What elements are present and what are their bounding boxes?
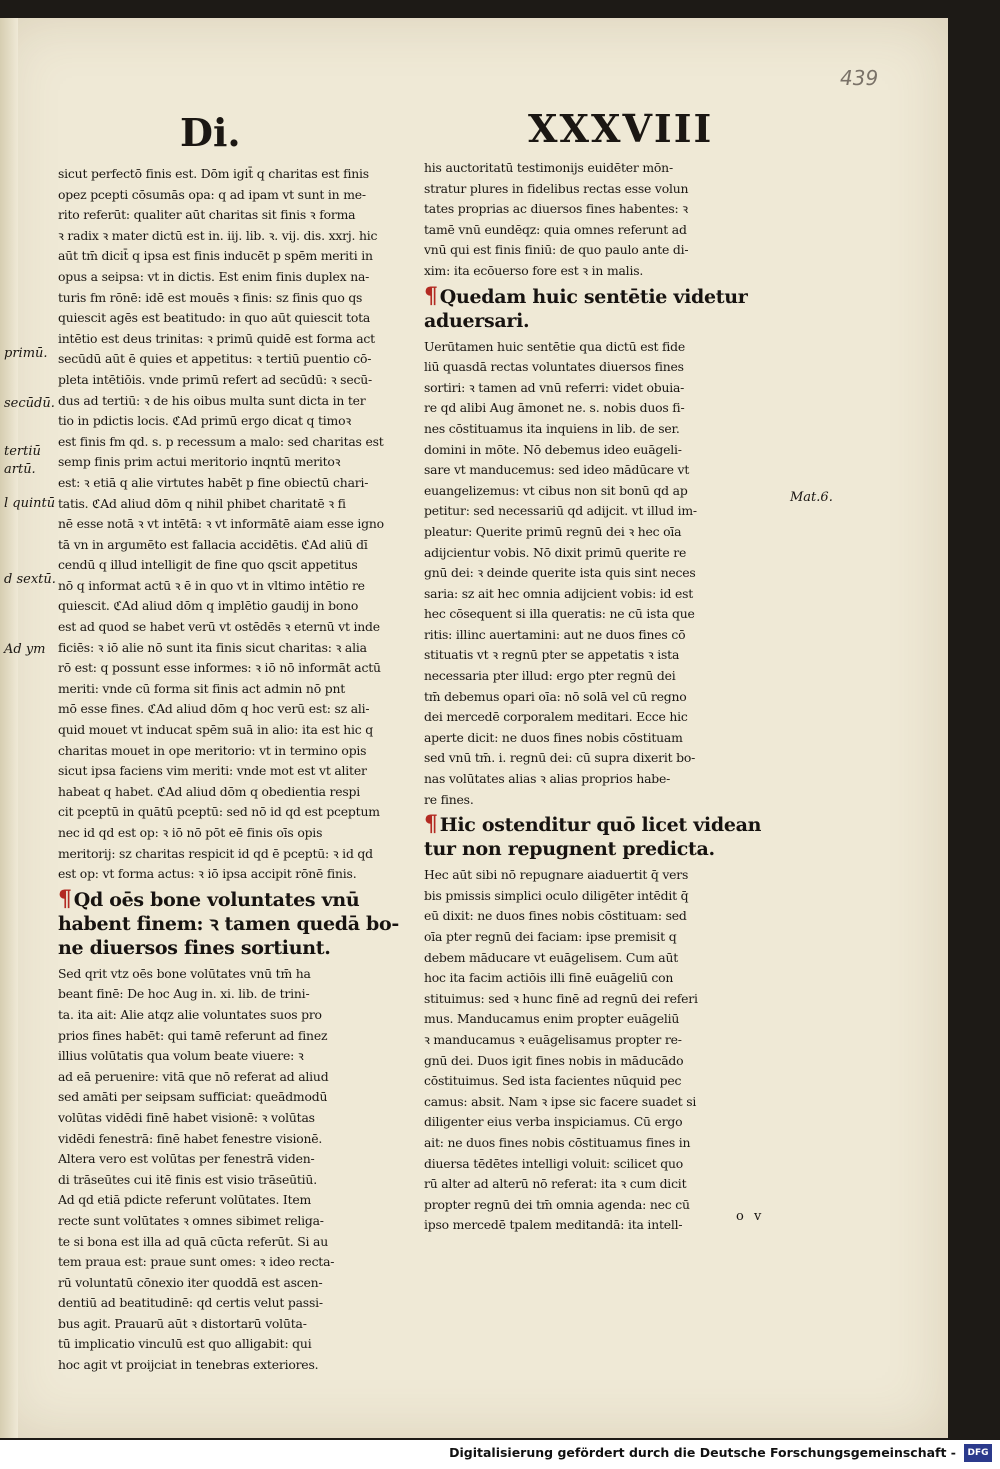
text-line <box>58 1149 413 1170</box>
text-line <box>424 563 779 584</box>
text-line <box>424 199 779 220</box>
text-line <box>424 948 779 969</box>
text-line <box>424 543 779 564</box>
text-line <box>424 419 779 440</box>
line-text: his auctoritatū testimonijs euidēter mōn- <box>424 160 673 175</box>
text-line <box>424 398 779 419</box>
margin-note: l quintū <box>4 496 56 511</box>
text-line <box>58 741 413 762</box>
line-text: aduersari. <box>424 309 530 332</box>
line-text: vidēdi fenestrā: finē habet fenestre visionē. <box>58 1130 323 1146</box>
line-text: hec cōsequent si illa queratis: ne cū ista que <box>424 606 695 622</box>
right-paragraph-a <box>424 158 779 282</box>
line-text: nē esse notā ꝛ vt intētā: ꝛ vt informātē aiam esse igno <box>58 516 384 532</box>
text-line <box>58 1190 413 1211</box>
text-line <box>58 964 413 985</box>
right-section-heading-2 <box>424 812 779 861</box>
line-text: sicut ipsa faciens vim meriti: vnde mot est vt aliter <box>58 763 367 779</box>
line-text: sicut perfectō finis est. Dōm igit̄ q charitas est finis <box>58 166 369 181</box>
line-text: Sed qrit vtz oēs bone volūtates vnū tm̄ ha <box>58 965 311 981</box>
text-line <box>424 728 779 749</box>
line-text: tem praua est: praue sunt omes: ꝛ ideo recta- <box>58 1254 335 1270</box>
line-text: aperte dicit: ne duos fines nobis cōstituam <box>424 729 683 745</box>
text-line <box>58 432 413 453</box>
line-text: sare vt manducemus: sed ideo mādūcare vt <box>424 462 690 478</box>
text-line <box>424 1154 779 1175</box>
rubric-mark-icon: ¶ <box>424 812 438 838</box>
text-line <box>424 378 779 399</box>
line-text: rū voluntatū cōnexio iter quoddā est ascen- <box>58 1274 323 1290</box>
line-text: est finis fm qd. s. p recessum a malo: sed charitas est <box>58 433 384 449</box>
text-line <box>58 1026 413 1047</box>
line-text: hoc agit vt proijciat in tenebras exteriores. <box>58 1357 319 1373</box>
margin-note: d sextū. <box>4 572 56 587</box>
text-line <box>58 782 413 803</box>
line-text: re fines. <box>424 791 474 807</box>
text-line <box>424 1195 779 1216</box>
text-line <box>424 481 779 502</box>
line-text: re qd alibi Aug āmonet ne. s. nobis duos fi- <box>424 400 685 416</box>
text-line <box>424 522 779 543</box>
text-line <box>424 1215 779 1236</box>
line-text: stituatis vt ꝛ regnū pter se appetatis ꝛ ista <box>424 647 680 663</box>
text-line <box>58 473 413 494</box>
line-text: intētio est deus trinitas: ꝛ primū quidē est forma act <box>58 330 375 346</box>
heading-line <box>424 812 779 837</box>
line-text: bis pmissis simplici oculo diligēter intēdit q̄ <box>424 887 689 903</box>
text-line <box>58 638 413 659</box>
text-line <box>424 707 779 728</box>
text-line <box>424 1051 779 1072</box>
margin-note: tertiū <box>4 444 41 459</box>
text-line <box>58 1046 413 1067</box>
margin-note: primū. <box>4 346 48 361</box>
text-line <box>424 790 779 811</box>
folio-number: 439 <box>840 66 879 90</box>
text-line <box>424 1133 779 1154</box>
text-line <box>58 617 413 638</box>
right-paragraph-c <box>424 865 779 1236</box>
line-text: Hic ostenditur quō licet videan <box>439 814 762 837</box>
text-line <box>424 989 779 1010</box>
line-text: habeat q habet. ℭAd aliud dōm q obedientia respi <box>58 783 361 799</box>
rubric-mark-icon: ¶ <box>424 283 438 309</box>
text-line <box>58 555 413 576</box>
dfg-logo: DFG <box>964 1444 992 1462</box>
line-text: stratur plures in fidelibus rectas esse volun <box>424 180 689 196</box>
line-text: Hec aūt sibi nō repugnare aiaduertit q̄ vers <box>424 867 689 883</box>
text-line <box>58 720 413 741</box>
left-paragraph-a <box>58 164 413 885</box>
line-text: meriti: vnde cū forma sit finis act admin nō pnt <box>58 680 346 696</box>
text-line <box>424 220 779 241</box>
line-text: sortiri: ꝛ tamen ad vnū referri: videt obuia- <box>424 379 685 395</box>
line-text: sed amāti per seipsam sufficiat: queādmodū <box>58 1089 328 1105</box>
line-text: petitur: sed necessariū qd adijcit. vt illud im- <box>424 503 697 519</box>
running-head-left: Di. <box>180 110 241 155</box>
funding-notice: Digitalisierung gefördert durch die Deutsche Forschungsgemeinschaft - <box>449 1445 956 1460</box>
text-line <box>424 337 779 358</box>
text-line <box>424 1092 779 1113</box>
line-text: tamē vnū eundēqz: quia omnes referunt ad <box>424 221 687 237</box>
heading-line <box>424 309 779 333</box>
line-text: dus ad tertiū: ꝛ de his oibus multa sunt dicta in ter <box>58 392 366 408</box>
line-text: tatis. ℭAd aliud dōm q nihil phibet charitatē ꝛ fi <box>58 495 346 511</box>
line-text: secūdū aūt ē quies et appetitus: ꝛ tertiū puentio cō- <box>58 351 372 367</box>
line-text: ꝛ manducamus ꝛ euāgelisamus propter re- <box>424 1031 682 1047</box>
line-text: Uerūtamen huic sentētie qua dictū est fide <box>424 338 686 354</box>
text-line <box>424 748 779 769</box>
text-line <box>58 1170 413 1191</box>
text-line <box>58 1005 413 1026</box>
line-text: ait: ne duos fines nobis cōstituamus fines in <box>424 1134 691 1150</box>
text-line <box>58 226 413 247</box>
line-text: meritorij: sz charitas respicit id qd ē pceptū: ꝛ id qd <box>58 845 373 861</box>
text-line <box>58 452 413 473</box>
text-line <box>58 1314 413 1335</box>
text-line <box>424 501 779 522</box>
line-text: rō est: q possunt esse informes: ꝛ iō nō informāt actū <box>58 660 381 676</box>
text-line <box>58 164 413 185</box>
text-line <box>58 1273 413 1294</box>
line-text: tā vn in argumēto est fallacia accidētis. ℭAd aliū dī <box>58 536 368 552</box>
text-line <box>424 604 779 625</box>
line-text: nes cōstituamus ita inquiens in lib. de ser. <box>424 420 680 436</box>
line-text: domini in mōte. Nō debemus ideo euāgeli- <box>424 441 682 457</box>
margin-note: Ad ym <box>4 642 46 657</box>
line-text: propter regnū dei tm̄ omnia agenda: nec cū <box>424 1196 690 1212</box>
text-line <box>58 267 413 288</box>
line-text: saria: sz ait hec omnia adijcient vobis: id est <box>424 585 694 601</box>
line-text: cendū q illud intelligit de fine quo qscit appetitus <box>58 557 358 573</box>
line-text: euangelizemus: vt cibus non sit bonū qd ap <box>424 482 688 498</box>
text-line <box>58 1252 413 1273</box>
text-line <box>58 349 413 370</box>
line-text: xim: ita ecōuerso fore est ꝛ in malis. <box>424 262 644 278</box>
line-text: diuersa tēdētes intelligi voluit: scilicet quo <box>424 1155 683 1171</box>
text-line <box>58 370 413 391</box>
text-line <box>58 535 413 556</box>
line-text: illius volūtatis qua volum beate viuere: ꝛ <box>58 1048 304 1064</box>
text-line <box>58 1108 413 1129</box>
line-text: nas volūtates alias ꝛ alias proprios habe- <box>424 771 671 787</box>
printer-signature: o v <box>736 1209 765 1224</box>
text-line <box>424 240 779 261</box>
text-line <box>424 968 779 989</box>
text-line <box>424 625 779 646</box>
line-text: ta. ita ait: Alie atqz alie voluntates suos pro <box>58 1006 322 1022</box>
text-line <box>58 308 413 329</box>
text-line <box>424 584 779 605</box>
text-line <box>58 864 413 885</box>
heading-line <box>58 912 413 936</box>
line-text: ꝛ radix ꝛ mater dictū est in. iij. lib. ꝛ. vij. dis. xxrj. hic <box>58 227 378 243</box>
text-line <box>58 1129 413 1150</box>
text-line <box>424 865 779 886</box>
line-text: quiescit. ℭAd aliud dōm q implētio gaudij in bono <box>58 598 359 614</box>
line-text: cōstituimus. Sed ista facientes nūquid pec <box>424 1073 682 1089</box>
line-text: diligenter eius verba inspiciamus. Cū ergo <box>424 1114 683 1130</box>
line-text: tur non repugnent predicta. <box>424 838 715 861</box>
line-text: quiescit agēs est beatitudo: in quo aūt quiescit tota <box>58 310 371 326</box>
line-text: te si bona est illa ad quā cūcta referūt. Si au <box>58 1233 328 1249</box>
rubric-mark-icon: ¶ <box>58 886 72 912</box>
text-line <box>424 906 779 927</box>
line-text: tates proprias ac diuersos fines habentes: ꝛ <box>424 201 688 217</box>
line-text: tm̄ debemus opari oīa: nō solā vel cū regno <box>424 688 687 704</box>
line-text: Qd oēs bone voluntates vnū <box>73 888 360 911</box>
text-line <box>58 699 413 720</box>
line-text: hoc ita facim actiōis illi finē euāgeliū con <box>424 970 674 986</box>
line-text: nō q informat actū ꝛ ē in quo vt in vltimo intētio re <box>58 577 365 593</box>
text-line <box>58 329 413 350</box>
line-text: mō esse fines. ℭAd aliud dōm q hoc verū est: sz ali- <box>58 701 370 717</box>
text-line <box>58 1067 413 1088</box>
text-line <box>58 658 413 679</box>
line-text: camus: absit. Nam ꝛ ipse sic facere suadet si <box>424 1093 697 1109</box>
text-line <box>58 1355 413 1376</box>
line-text: cit pceptū in quātū pceptū: sed nō id qd est pceptum <box>58 804 380 820</box>
line-text: gnū dei. Duos igit fines nobis in māducādo <box>424 1052 684 1068</box>
text-line <box>58 802 413 823</box>
line-text: ficiēs: ꝛ iō alie nō sunt ita finis sicut charitas: ꝛ alia <box>58 639 367 655</box>
text-line <box>58 1087 413 1108</box>
line-text: Quedam huic sentētie videtur <box>439 285 748 308</box>
right-column <box>424 158 779 1236</box>
line-text: liū quasdā rectas voluntates diuersos fines <box>424 359 684 375</box>
left-column <box>58 164 413 1376</box>
line-text: quid mouet vt inducat spēm suā in alio: ita est hic q <box>58 722 373 738</box>
line-text: gnū dei: ꝛ deinde querite ista quis sint neces <box>424 565 696 581</box>
heading-line <box>58 936 413 960</box>
text-line <box>58 514 413 535</box>
text-line <box>58 494 413 515</box>
text-line <box>58 1293 413 1314</box>
text-line <box>424 460 779 481</box>
footer-bar <box>0 1440 1000 1469</box>
right-section-heading-1 <box>424 284 779 333</box>
line-text: stituimus: sed ꝛ hunc finē ad regnū dei referi <box>424 990 698 1006</box>
line-text: beant finē: De hoc Aug in. xi. lib. de trini- <box>58 986 310 1002</box>
text-line <box>424 1071 779 1092</box>
line-text: dei mercedē corporalem meditari. Ecce hic <box>424 709 688 725</box>
text-line <box>424 440 779 461</box>
line-text: adijcientur vobis. Nō dixit primū querite re <box>424 544 687 560</box>
text-line <box>58 1334 413 1355</box>
line-text: ne diuersos fines sortiunt. <box>58 936 331 959</box>
line-text: turis fm rōnē: idē est mouēs ꝛ finis: sz finis quo qs <box>58 289 363 305</box>
line-text: ritis: illinc auertamini: aut ne duos fines cō <box>424 626 686 642</box>
line-text: Altera vero est volūtas per fenestrā viden- <box>58 1151 315 1167</box>
text-line <box>424 927 779 948</box>
text-line <box>58 205 413 226</box>
line-text: di trāseūtes cui itē finis est visio trāseūtiū. <box>58 1171 317 1187</box>
text-line <box>424 687 779 708</box>
line-text: eū dixit: ne duos fines nobis cōstituam: sed <box>424 908 687 924</box>
text-line <box>424 261 779 282</box>
line-text: aūt tm̄ dicit̄ q ipsa est finis inducēt p spēm meriti in <box>58 248 373 264</box>
text-line <box>424 886 779 907</box>
text-line <box>58 761 413 782</box>
line-text: Ad qd etiā pdicte referunt volūtates. Item <box>58 1192 312 1208</box>
line-text: vnū qui est finis finiū: de quo paulo ante di- <box>424 242 689 258</box>
text-line <box>58 596 413 617</box>
line-text: debem māducare vt euāgelisem. Cum aūt <box>424 949 679 965</box>
text-line <box>424 1030 779 1051</box>
line-text: ad eā peruenire: vitā que nō referat ad aliud <box>58 1068 329 1084</box>
line-text: bus agit. Prauarū aūt ꝛ distortarū volūta- <box>58 1315 307 1331</box>
left-paragraph-b <box>58 964 413 1376</box>
text-line <box>424 179 779 200</box>
text-line <box>424 645 779 666</box>
text-line <box>58 391 413 412</box>
line-text: est ad quod se habet verū vt ostēdēs ꝛ eternū vt inde <box>58 619 380 635</box>
line-text: pleta intētiōis. vnde primū refert ad secūdū: ꝛ secū- <box>58 371 372 387</box>
text-line <box>58 576 413 597</box>
text-line <box>58 1232 413 1253</box>
right-paragraph-b <box>424 337 779 811</box>
line-text: semp finis prim actui meritorio inqntū meritoꝛ <box>58 454 341 470</box>
text-line <box>424 666 779 687</box>
line-text: habent finem: ꝛ tamen quedā bo- <box>58 912 400 935</box>
book-page <box>0 18 948 1438</box>
text-line <box>424 1174 779 1195</box>
text-line <box>424 1112 779 1133</box>
text-line <box>58 984 413 1005</box>
line-text: charitas mouet in ope meritorio: vt in termino opis <box>58 742 367 758</box>
margin-note: secūdū. <box>4 396 55 411</box>
left-section-heading <box>58 887 413 960</box>
line-text: recte sunt volūtates ꝛ omnes sibimet religa- <box>58 1212 324 1228</box>
line-text: ipso mercedē tpalem meditandā: ita intell- <box>424 1217 683 1233</box>
text-line <box>424 158 779 179</box>
line-text: rito referūt: qualiter aūt charitas sit finis ꝛ forma <box>58 207 356 223</box>
heading-line <box>424 837 779 861</box>
text-line <box>58 185 413 206</box>
text-line <box>58 679 413 700</box>
line-text: dentiū ad beatitudinē: qd certis velut passi- <box>58 1295 323 1311</box>
line-text: mus. Manducamus enim propter euāgeliū <box>424 1011 680 1027</box>
text-line <box>58 844 413 865</box>
line-text: tio in pdictis locis. ℭAd primū ergo dicat q timoꝛ <box>58 413 352 429</box>
line-text: opus a seipsa: vt in dictis. Est enim finis duplex na- <box>58 268 370 284</box>
line-text: pleatur: Querite primū regnū dei ꝛ hec oīa <box>424 523 682 539</box>
line-text: volūtas vidēdi finē habet visionē: ꝛ volūtas <box>58 1109 315 1125</box>
page-gutter <box>0 18 18 1438</box>
line-text: sed vnū tm̄. i. regnū dei: cū supra dixerit bo- <box>424 750 696 766</box>
margin-note: Mat.6. <box>790 490 833 505</box>
text-line <box>58 1211 413 1232</box>
line-text: oīa pter regnū dei faciam: ipse premisit q <box>424 929 677 944</box>
text-line <box>58 246 413 267</box>
line-text: est: ꝛ etiā q alie virtutes habēt p fine obiectū chari- <box>58 474 369 490</box>
line-text: rū alter ad alterū nō referat: ita ꝛ cum dicit <box>424 1176 687 1192</box>
margin-note: artū. <box>4 462 36 477</box>
line-text: prios fines habēt: qui tamē referunt ad finez <box>58 1027 328 1043</box>
text-line <box>424 1009 779 1030</box>
text-line <box>424 769 779 790</box>
line-text: necessaria pter illud: ergo pter regnū dei <box>424 668 676 684</box>
text-line <box>58 823 413 844</box>
text-line <box>58 411 413 432</box>
text-line <box>424 357 779 378</box>
line-text: opez pcepti cōsumās opa: q ad ipam vt sunt in me- <box>58 186 366 202</box>
text-line <box>58 288 413 309</box>
line-text: tū implicatio vinculū est quo alligabit: qui <box>58 1336 312 1352</box>
running-head-right: XXXVIII <box>528 106 714 151</box>
line-text: est op: vt forma actus: ꝛ iō ipsa accipit rōnē finis. <box>58 866 357 882</box>
heading-line <box>58 887 413 912</box>
heading-line <box>424 284 779 309</box>
line-text: nec id qd est op: ꝛ iō nō pōt eē finis oīs opis <box>58 825 323 840</box>
